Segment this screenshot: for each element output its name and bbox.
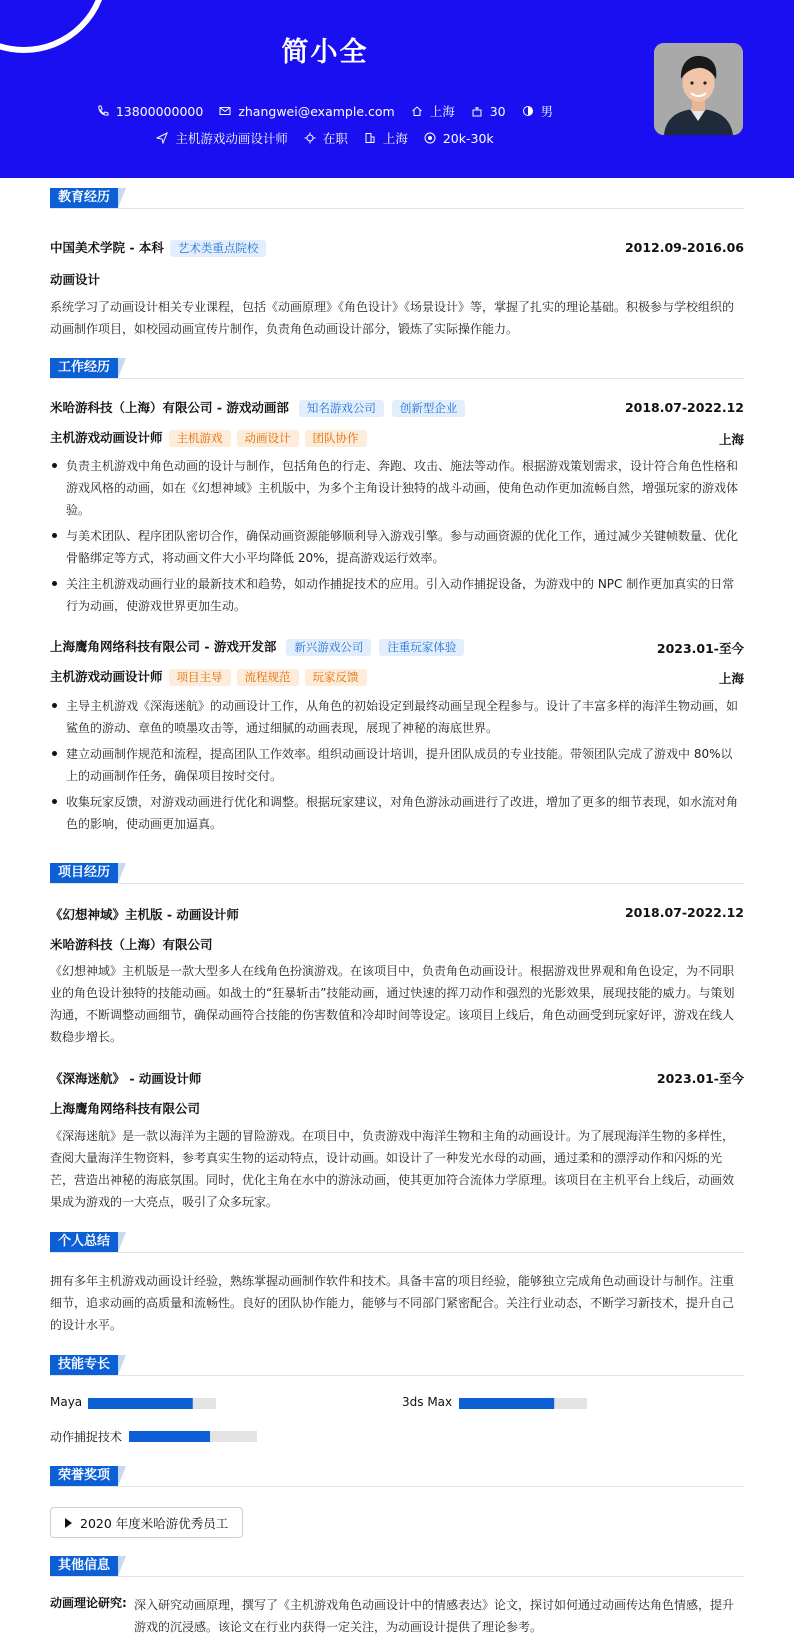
skill-fill [459,1398,554,1409]
education-date: 2012.09-2016.06 [624,240,744,255]
project-date: 2018.07-2022.12 [624,905,744,920]
avatar [654,43,743,135]
email-item [219,102,394,120]
mail-icon [219,105,231,117]
role-tag: 玩家反馈 [305,669,367,686]
skill-name: 3ds Max [402,1395,453,1409]
section-tail [118,1232,126,1252]
school-name: 中国美术学院 - 本科 [50,240,164,255]
section-divider [50,1375,744,1376]
job-icon [156,132,168,144]
role-tag: 主机游戏 [169,430,231,447]
work-date: 2023.01-至今 [656,641,744,656]
resume-header [0,0,794,178]
work-bullet: 主导主机游戏《深海迷航》的动画设计工作，从角色的初始设定到最终动画呈现全程参与。设计了丰富多样的海洋生物动画，如鲨鱼的游动、章鱼的喷墨攻击等，通过细腻的动画表现，展现了神秘的海底世界。 [50,695,744,739]
section-tail [118,1556,126,1576]
job-city-item [364,129,408,147]
avatar-portrait [654,43,743,135]
section-label: 项目经历 [50,863,118,883]
other-label: 动画理论研究: [50,1596,127,1610]
work-bullet: 建立动画制作规范和流程，提高团队工作效率。组织动画设计培训，提升团队成员的专业技能。带领团队完成了游戏中 80%以上的动画制作任务，确保项目按时交付。 [50,743,744,787]
status-text: 在职 [322,131,348,146]
project-desc: 《深海迷航》是一款以海洋为主题的冒险游戏。在项目中，负责游戏中海洋生物和主角的动画设计。为了展现海洋生物的多样性，查阅大量海洋生物资料，参考真实生物的运动特点，设计动画。如设计了一种发光水母的动画，通过柔和的漂浮动作和闪烁的光芒，营造出神秘的海底氛围。同时，优化主角在水中的游泳动画，使其更加符合流体力学原理。该项目在主机平台上线后，动画效果成为游戏的一大亮点，吸引了众多玩家。 [50,1129,735,1209]
company-name: 米哈游科技（上海）有限公司 - 游戏动画部 [50,400,289,415]
job-item [156,129,288,147]
work-date: 2018.07-2022.12 [624,400,744,415]
gender-item [522,102,554,120]
phone-icon [97,105,109,117]
section-label: 荣誉奖项 [50,1466,118,1486]
skill-fill [129,1431,210,1442]
summary-text: 拥有多年主机游戏动画设计经验，熟练掌握动画制作软件和技术。具备丰富的项目经验，能够独立完成角色动画设计与制作。注重细节，追求动画的高质量和流畅性。良好的团队协作能力，能够与不同部门紧密配合。关注行业动态，不断学习新技术，提升自己的设计水平。 [50,1274,735,1332]
project-title: 《幻想神域》主机版 - 动画设计师 [50,907,239,922]
play-icon [65,1518,72,1528]
work-company [50,637,464,656]
section-work-title [50,358,126,378]
project-company: 上海鹰角网络科技有限公司 [50,1101,201,1116]
work-location: 上海 [718,432,744,447]
city-text: 上海 [429,104,455,119]
role-tag: 动画设计 [237,430,299,447]
section-label: 工作经历 [50,358,118,378]
company-tag: 知名游戏公司 [299,400,384,417]
salary-icon [424,132,436,144]
education-major: 动画设计 [50,272,101,287]
skill-bar [459,1398,587,1409]
section-divider [50,378,744,379]
skill-fill [88,1398,193,1409]
role-tag: 团队协作 [305,430,367,447]
status-item [304,129,348,147]
candidate-name: 简小全 [281,37,369,68]
home-icon [411,105,423,117]
section-tail [118,358,126,378]
project-title: 《深海迷航》 - 动画设计师 [50,1071,202,1086]
company-tag: 创新型企业 [392,400,466,417]
city-item [411,102,455,120]
education-desc: 系统学习了动画设计相关专业课程，包括《动画原理》《角色设计》《场景设计》等，掌握了扎实的理论基础。积极参与学校组织的动画制作项目，如校园动画宣传片制作，负责角色动画设计部分，锻炼了实际操作能力。 [50,300,735,336]
status-icon [304,132,316,144]
section-label: 教育经历 [50,188,118,208]
skill-bar [129,1431,257,1442]
project-desc: 《幻想神域》主机版是一款大型多人在线角色扮演游戏。在该项目中，负责角色动画设计。根据游戏世界观和角色设定，为不同职业的角色设计独特的技能动画。如战士的“狂暴斩击”技能动画，通过快速的挥刀动作和强烈的光影效果，展现技能的威力。与策划沟通，不断调整动画细节，确保动画符合技能的伤害数值和冷却时间等设定。该项目上线后，角色动画受到玩家好评，游戏在线人数稳步增长。 [50,964,735,1044]
phone-text: 13800000000 [115,103,204,119]
role-tag: 流程规范 [237,669,299,686]
section-tail [118,863,126,883]
work-bullet: 收集玩家反馈，对游戏动画进行优化和调整。根据玩家建议，对角色游泳动画进行了改进，增加了更多的细节表现，如水流对角色的影响，使动画更加逼真。 [50,791,744,835]
section-other-title [50,1556,126,1576]
work-bullet: 与美术团队、程序团队密切合作，确保动画资源能够顺利导入游戏引擎。参与动画资源的优化工作，通过减少关键帧数量、优化骨骼绑定等方式，将动画文件大小平均降低 20%，提高游戏运行效率。 [50,525,744,569]
section-education-title [50,188,126,208]
section-divider [50,883,744,884]
skill-name: Maya [50,1395,83,1409]
gender-icon [522,105,534,117]
section-tail [118,188,126,208]
section-label: 个人总结 [50,1232,118,1252]
project-company: 米哈游科技（上海）有限公司 [50,937,213,952]
section-project-title [50,863,126,883]
section-label: 其他信息 [50,1556,118,1576]
award-item[interactable] [50,1507,243,1538]
phone-item [97,102,203,120]
section-honors-title [50,1466,126,1486]
company-tag: 新兴游戏公司 [286,639,371,656]
role-name: 主机游戏动画设计师 [50,669,163,684]
job-row [0,129,650,147]
section-label: 技能专长 [50,1355,118,1375]
work-role [50,667,367,686]
job-city-text: 上海 [382,131,408,146]
skill-bar [88,1398,216,1409]
section-tail [118,1466,126,1486]
work-company [50,398,465,417]
section-summary-title [50,1232,126,1252]
award-text: 2020 年度米哈游优秀员工 [80,1515,229,1531]
school-tag: 艺术类重点院校 [170,240,267,257]
other-text: 深入研究动画原理，撰写了《主机游戏角色动画设计中的情感表达》论文，探讨如何通过动画传达角色情感，提升游戏的沉浸感。该论文在行业内获得一定关注，为动画设计提供了理论参考。 [134,1598,735,1634]
work-role [50,428,367,447]
company-tag: 注重玩家体验 [379,639,464,656]
contact-row [0,102,650,120]
section-divider [50,1576,744,1577]
company-name: 上海鹰角网络科技有限公司 - 游戏开发部 [50,639,277,654]
education-entry [50,238,266,257]
work-bullet: 关注主机游戏动画行业的最新技术和趋势，如动作捕捉技术的应用。引入动作捕捉设备，为游戏中的 NPC 制作更加真实的日常行为动画，使游戏世界更加生动。 [50,573,744,617]
email-text: zhangwei@example.com [238,103,395,119]
role-name: 主机游戏动画设计师 [50,430,163,445]
section-divider [50,208,744,209]
age-icon [471,105,483,117]
section-divider [50,1252,744,1253]
section-divider [50,1486,744,1487]
age-text: 30 [489,103,506,119]
work-bullet: 负责主机游戏中角色动画的设计与制作，包括角色的行走、奔跑、攻击、施法等动作。根据游戏策划需求，设计符合角色性格和游戏风格的动画，如在《幻想神域》主机版中，为多个主角设计独特的战斗动画，使角色动作更加流畅自然，增强玩家的游戏体验。 [50,455,744,521]
age-item [471,102,506,120]
building-icon [364,132,376,144]
skill-name: 动作捕捉技术 [50,1430,123,1444]
section-skills-title [50,1355,126,1375]
section-tail [118,1355,126,1375]
salary-text: 20k-30k [442,130,494,146]
project-date: 2023.01-至今 [656,1071,744,1086]
gender-text: 男 [540,104,554,119]
job-text: 主机游戏动画设计师 [175,131,288,146]
work-location: 上海 [718,671,744,686]
salary-item [424,129,494,147]
role-tag: 项目主导 [169,669,231,686]
